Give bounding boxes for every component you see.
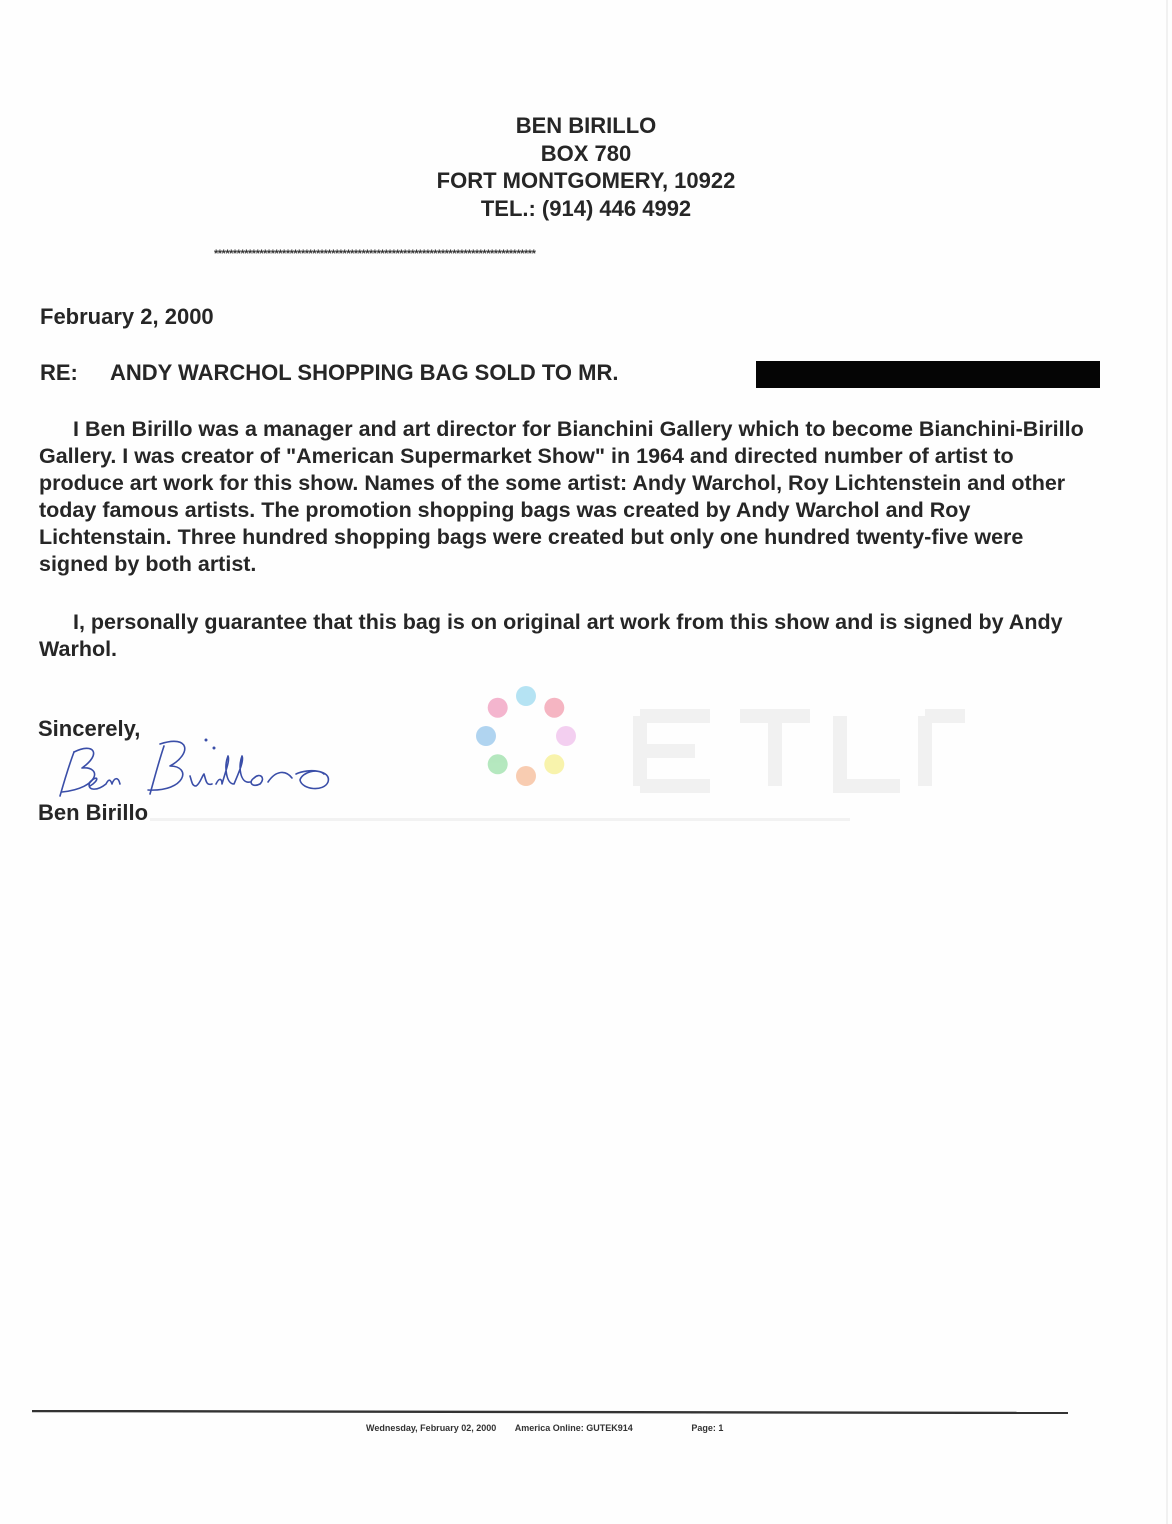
watermark-dot	[516, 766, 536, 786]
letterhead-box: BOX 780	[540, 140, 632, 166]
watermark-dot	[476, 726, 496, 746]
letter-date: February 2, 2000	[40, 304, 214, 329]
watermark-letters	[640, 716, 965, 786]
asterisk-divider: *************************************************************************************	[214, 248, 536, 260]
watermark-dot	[544, 698, 564, 718]
page-edge	[1166, 0, 1168, 1524]
body-paragraph-2: I, personally guarantee that this bag is on original art work from this show and is signed by Andy Warhol.	[39, 610, 1063, 661]
footer-service: America Online: GUTEK914	[514, 1423, 633, 1433]
letterhead-phone: TEL.: (914) 446 4992	[480, 195, 692, 221]
redaction-bar	[756, 361, 1100, 388]
subject-label: RE:	[40, 360, 78, 385]
letterhead-name: BEN BIRILLO	[515, 113, 657, 138]
body-paragraph-1: I Ben Birillo was a manager and art director for Bianchini Gallery which to become Bianchini-Birillo Gallery. I was creator of "American Supermarket Show" in 1964 and directed number of artist to produce art work for this show. Names of the some artist: Andy Warchol, Roy Lichtenstein and other today famous artists. The promotion shopping bags was created by Andy Warchol and Roy Lichtenstain. Three hundred shopping bags were created but only one hundred twenty-five were signed by both artist.	[39, 417, 1084, 576]
footer-rule	[32, 1410, 1068, 1414]
watermark-dots	[476, 686, 576, 786]
subject-line	[40, 360, 618, 386]
watermark-dot	[556, 726, 576, 746]
subject-text: ANDY WARCHOL SHOPPING BAG SOLD TO MR.	[110, 360, 619, 385]
signer-name: Ben Birillo	[38, 800, 149, 825]
footer	[366, 1423, 723, 1433]
letterhead-city: FORT MONTGOMERY, 10922	[436, 168, 736, 193]
watermark-dot	[516, 686, 536, 706]
watermark-dot	[488, 698, 508, 718]
closing: Sincerely,	[38, 716, 141, 741]
watermark-dot	[488, 754, 508, 774]
handwritten-signature	[56, 730, 356, 810]
footer-page: Page: 1	[691, 1423, 724, 1433]
footer-date: Wednesday, February 02, 2000	[366, 1423, 497, 1433]
letterhead	[0, 112, 1172, 222]
watermark-dot	[544, 754, 564, 774]
